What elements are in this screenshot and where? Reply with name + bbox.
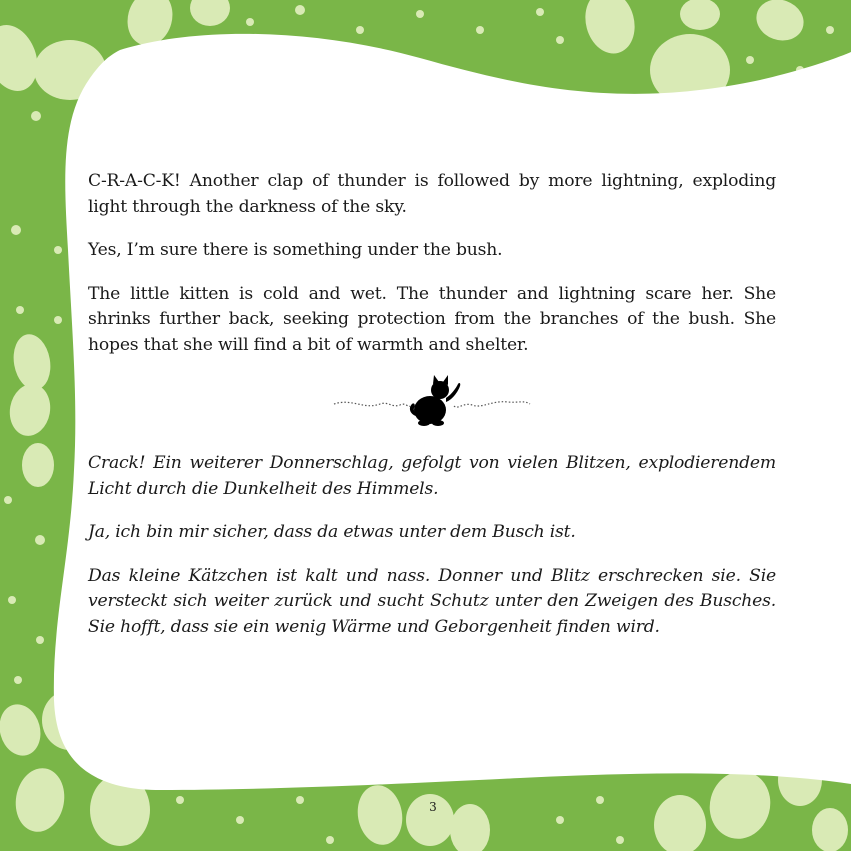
- cat-silhouette-icon: [410, 375, 460, 426]
- divider-swirl-left: [334, 402, 410, 406]
- german-paragraph-3: Das kleine Kätzchen ist kalt und nass. Donner und Blitz erschrecken sie. Sie versteckt sich weiter zurück und sucht Schutz unter den Zweigen des Busches. Sie hofft, dass sie ein wenig Wärme und Geborgenheit finden wird.: [88, 565, 776, 637]
- english-text-section: [88, 169, 776, 376]
- page-number: 3: [429, 800, 437, 814]
- english-paragraph-3: The little kitten is cold and wet. The thunder and lightning scare her. She shrinks further back, seeking protection from the branches of the bush. She hopes that she will find a bit of warmth and shelter.: [88, 283, 776, 355]
- german-text-section: [88, 451, 776, 658]
- divider-swirl-right: [454, 402, 530, 407]
- german-paragraph-1: Crack! Ein weiterer Donnerschlag, gefolgt von vielen Blitzen, explodierendem Licht durch die Dunkelheit des Himmels.: [88, 453, 776, 499]
- cat-divider: [332, 372, 532, 432]
- german-paragraph-2: Ja, ich bin mir sicher, dass da etwas unter dem Busch ist.: [88, 522, 576, 542]
- english-paragraph-2: Yes, I’m sure there is something under the bush.: [88, 240, 503, 260]
- english-paragraph-1: C-R-A-C-K! Another clap of thunder is followed by more lightning, exploding light through the darkness of the sky.: [88, 171, 776, 217]
